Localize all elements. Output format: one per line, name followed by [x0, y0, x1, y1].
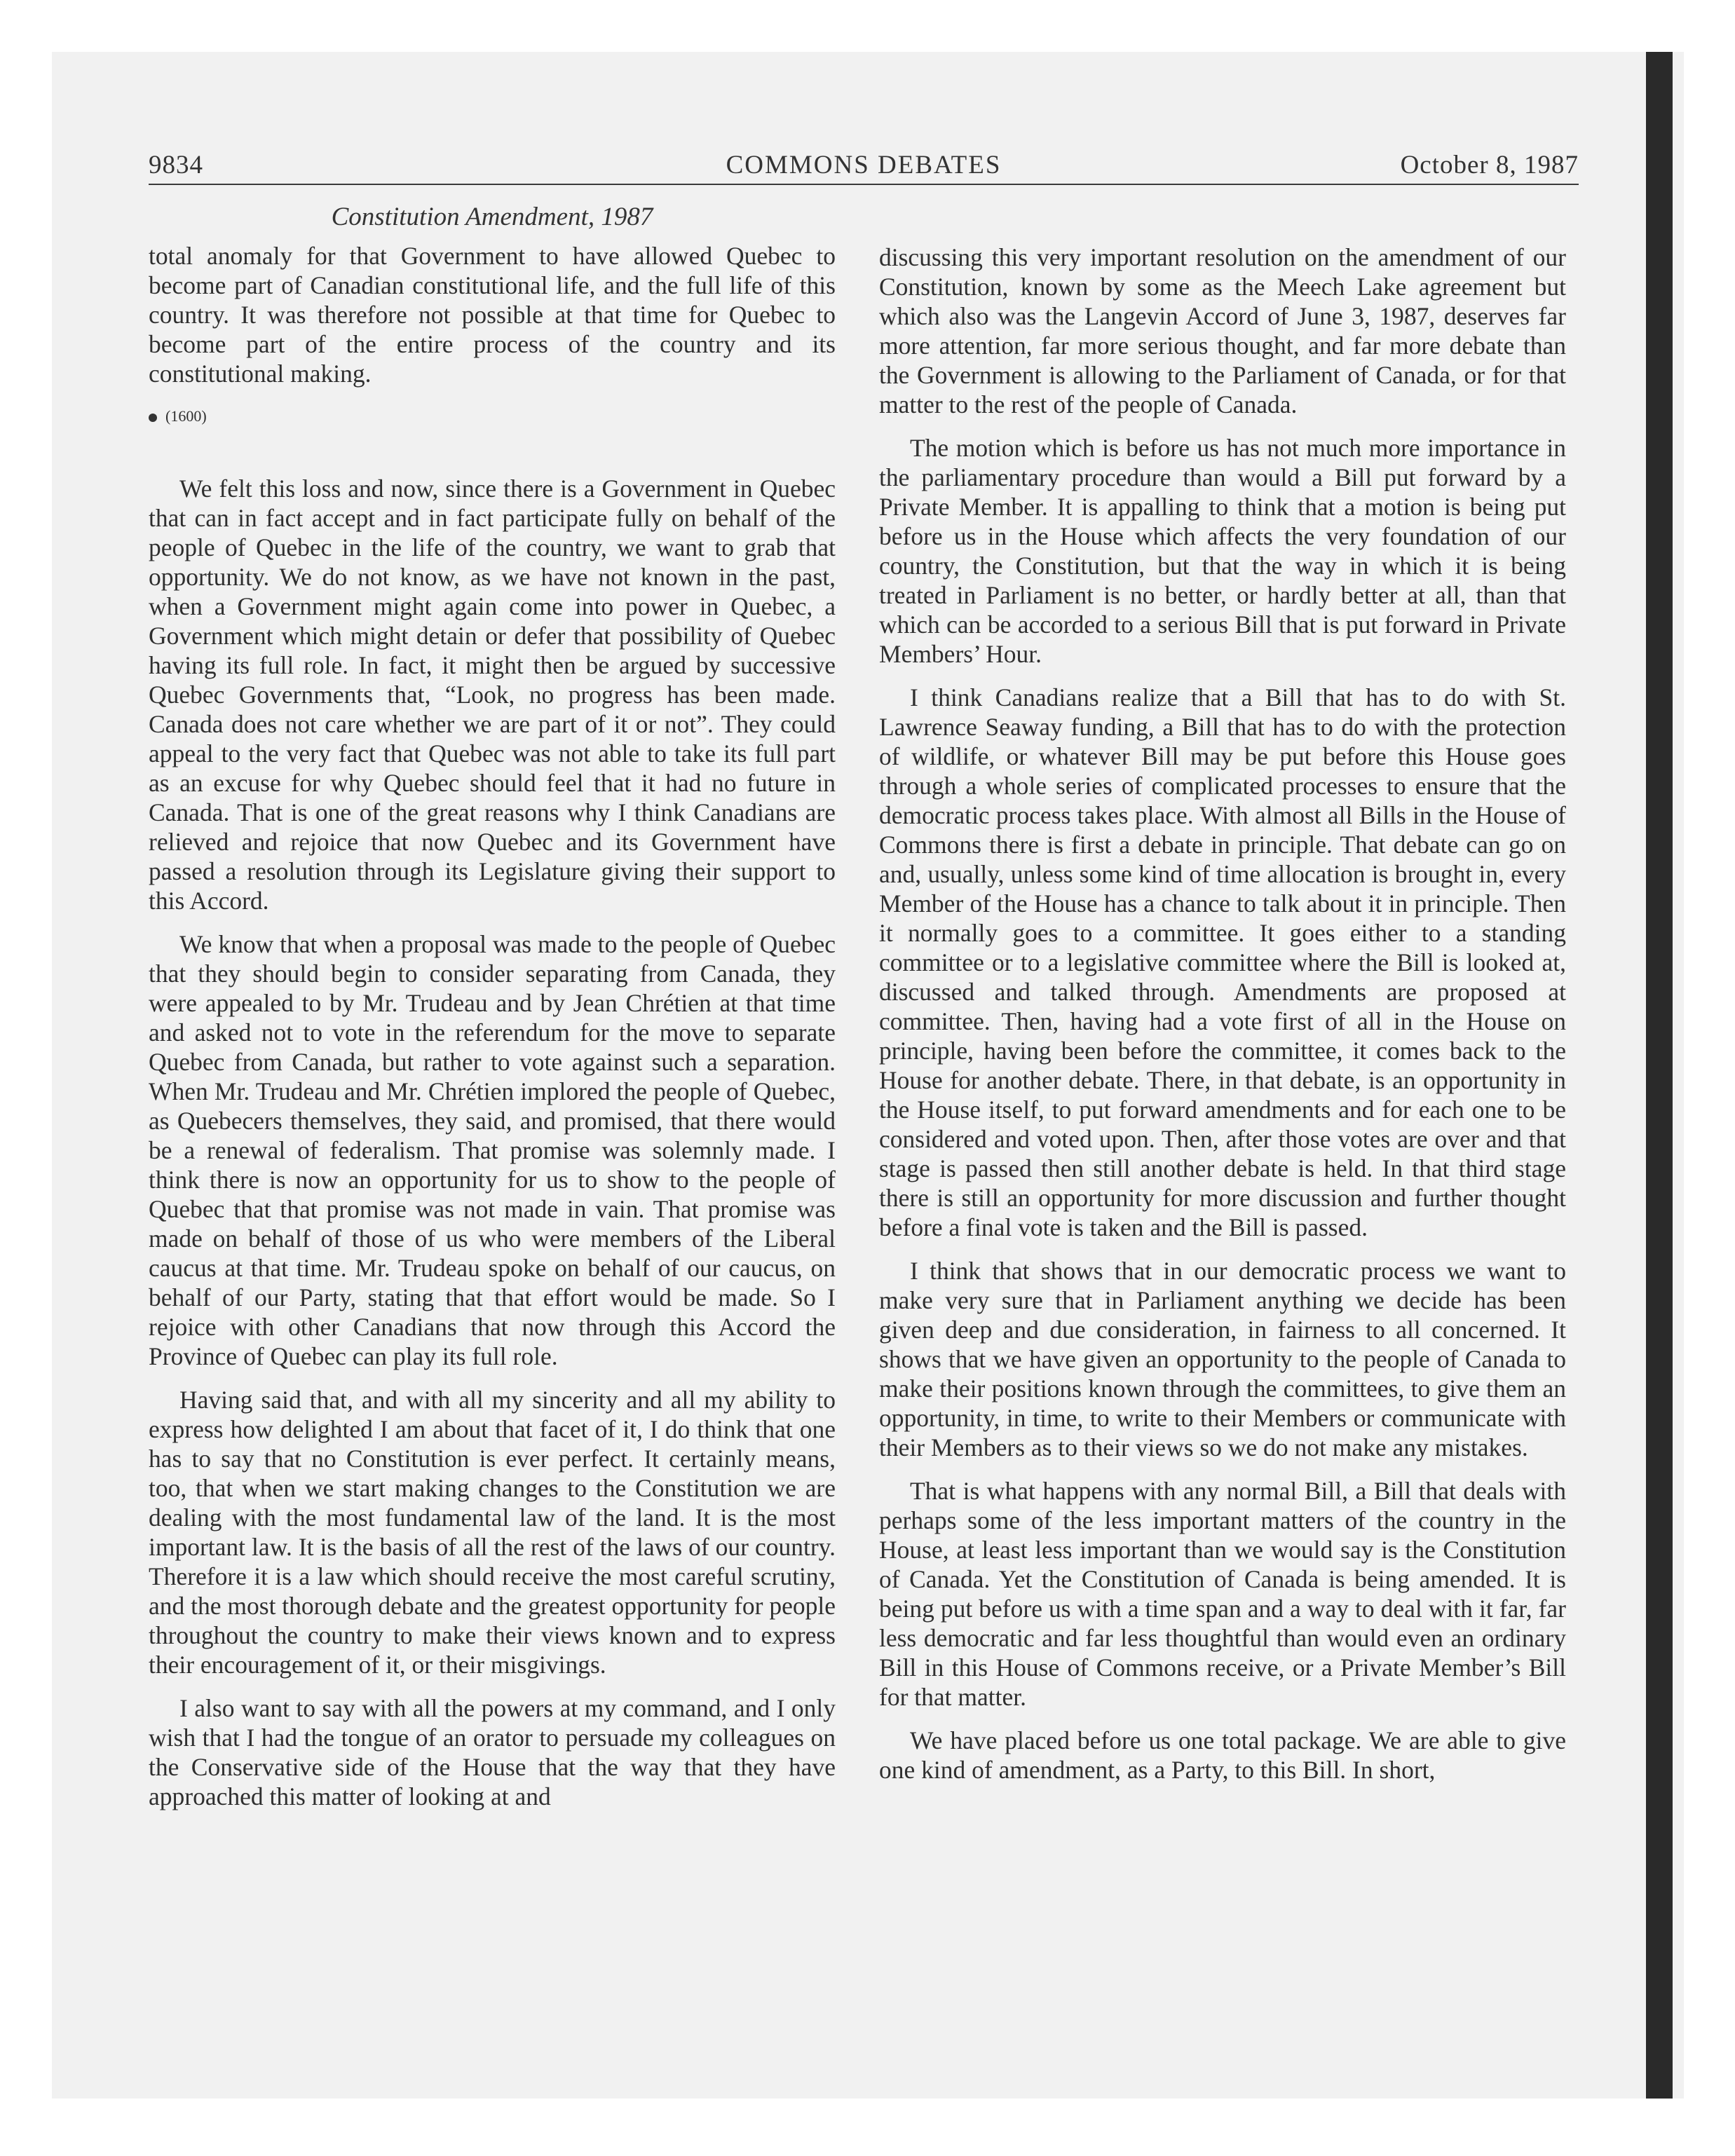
left-paragraph-5: I also want to say with all the powers at my command, and I only wish that I had the tongue of an orator to persuade my colleagues on the Conservative side of the House that the way that they have approached this matter of looking at and	[149, 1694, 836, 1810]
publication-date: October 8, 1987	[1400, 151, 1579, 179]
time-marker-label: (1600)	[165, 407, 207, 425]
bullet-icon	[149, 414, 157, 422]
section-subhead: Constitution Amendment, 1987	[331, 203, 653, 231]
time-marker	[149, 402, 836, 430]
left-paragraph-1: total anomaly for that Government to have allowed Quebec to become part of Canadian constitutional life, and the full life of this country. It was therefore not possible at that time for Quebec to become part of the entire process of the country and its constitutional making.	[149, 242, 836, 388]
left-paragraph-3: We know that when a proposal was made to the people of Quebec that they should begin to consider separating from Canada, they were appealed to by Mr. Trudeau and by Jean Chrétien at that time and asked not to vote in the referendum for the move to separate Quebec from Canada, but rather to vote against such a separation. When Mr. Trudeau and Mr. Chrétien implored the people of Quebec, as Quebecers themselves, they said, and promised, that there would be a renewal of federalism. That promise was solemnly made. I think there is now an opportunity for us to show to the people of Quebec that that promise was not made in vain. That promise was made on behalf of those of us who were members of the Liberal caucus at that time. Mr. Trudeau spoke on behalf of our caucus, on behalf of our Party, stating that that effort would be made. So I rejoice with other Canadians that now through this Accord the Province of Quebec can play its full role.	[149, 930, 836, 1370]
page-header	[149, 150, 1579, 185]
right-paragraph-3: I think Canadians realize that a Bill that has to do with St. Lawrence Seaway funding, a Bill that has to do with the protection of wildlife, or whatever Bill may be put before this House goes through a whole series of complicated processes to ensure that the democratic process takes place. With almost all Bills in the House of Commons there is first a debate in principle. That debate can go on and, usually, unless some kind of time allocation is brought in, every Member of the House has a chance to talk about it in principle. Then it normally goes to a committee. It goes either to a standing committee or to a legislative committee where the Bill is looked at, discussed and talked through. Amendments are proposed at committee. Then, having had a vote first of all in the House on principle, having been before the committee, it comes back to the House for another debate. There, in that debate, is an opportunity in the House itself, to put forward amendments and for each one to be considered and voted upon. Then, after those votes are over and that stage is passed then still another debate is held. In that third stage there is still an opportunity for more discussion and further thought before a final vote is taken and the Bill is passed.	[879, 683, 1566, 1241]
left-paragraph-2: We felt this loss and now, since there is a Government in Quebec that can in fact accept and in fact participate fully on behalf of the people of Quebec in the life of the country, we want to grab that opportunity. We do not know, as we have not known in the past, when a Government might again come into power in Quebec, a Government which might detain or defer that possibility of Quebec having its full role. In fact, it might then be argued by successive Quebec Governments that, “Look, no progress has been made. Canada does not care whether we are part of it or not”. They could appeal to the very fact that Quebec was not able to take its full part as an excuse for why Quebec should feel that it had no future in Canada. That is one of the great reasons why I think Canadians are relieved and rejoice that now Quebec and its Government have passed a resolution through its Legislature giving their support to this Accord.	[149, 475, 836, 915]
left-paragraph-4: Having said that, and with all my sincerity and all my ability to express how delighted I am about that facet of it, I do think that one has to say that no Constitution is ever perfect. It certainly means, too, that when we start making changes to the Constitution we are dealing with the most fundamental law of the land. It is the most important law. It is the basis of all the rest of the laws of our country. Therefore it is a law which should receive the most careful scrutiny, and the most thorough debate and the greatest opportunity for people throughout the country to make their views known and to express their encouragement of it, or their misgivings.	[149, 1386, 836, 1679]
right-paragraph-4: I think that shows that in our democratic process we want to make very sure that in Parliament anything we decide has been given deep and due consideration, in fairness to all concerned. It shows that we have given an opportunity to the people of Canada to make their positions known through the committees, to give them an opportunity, in time, to write to their Members or communicate with their Members as to their views so we do not make any mistakes.	[879, 1257, 1566, 1461]
header-rule	[149, 184, 1579, 185]
right-paragraph-5: That is what happens with any normal Bill, a Bill that deals with perhaps some of the less important matters of the country in the House, at least less important than we would say is the Constitution of Canada. Yet the Constitution of Canada is being amended. It is being put before us with a time span and a way to deal with it far, far less democratic and far less thoughtful than would even an ordinary Bill in this House of Commons receive, or a Private Member’s Bill for that matter.	[879, 1477, 1566, 1711]
publication-title: COMMONS DEBATES	[726, 151, 1002, 179]
left-column	[149, 241, 836, 1825]
right-paragraph-1: discussing this very important resolution on the amendment of our Constitution, known by some as the Meech Lake agreement but which also was the Langevin Accord of June 3, 1987, deserves far more attention, far more serious thought, and far more debate than the Government is allowing to the Parliament of Canada, or for that matter to the rest of the people of Canada.	[879, 243, 1566, 418]
page-number: 9834	[149, 151, 203, 179]
right-paragraph-2: The motion which is before us has not much more importance in the parliamentary procedure than would a Bill put forward by a Private Member. It is appalling to think that a motion is being put before us in the House which affects the very foundation of our country, the Constitution, but that the way in which it is being treated in Parliament is no better, or hardly better at all, than that which can be accorded to a serious Bill that is put forward in Private Members’ Hour.	[879, 434, 1566, 668]
right-column	[879, 243, 1566, 1799]
right-paragraph-6: We have placed before us one total package. We are able to give one kind of amendment, as a Party, to this Bill. In short,	[879, 1726, 1566, 1784]
scan-edge-shadow	[1646, 52, 1673, 2099]
